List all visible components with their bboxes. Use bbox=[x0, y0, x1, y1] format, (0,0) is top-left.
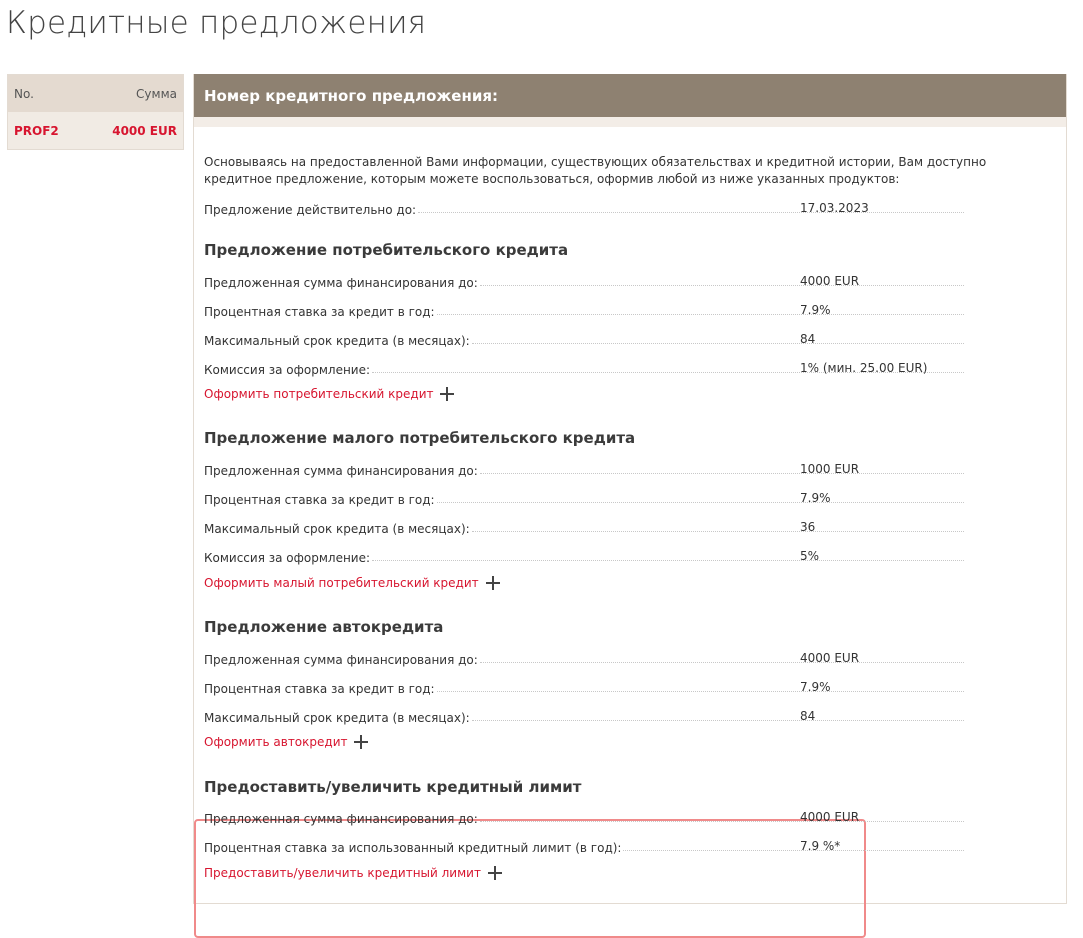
consumer-row: Комиссия за оформление: 1% (мин. 25.00 EUR) bbox=[204, 359, 964, 377]
plus-icon bbox=[488, 866, 502, 880]
plus-icon bbox=[354, 735, 368, 749]
small-consumer-row: Процентная ставка за кредит в год: 7.9% bbox=[204, 489, 964, 507]
row-value: 17.03.2023 bbox=[800, 201, 869, 215]
valid-until-row bbox=[204, 199, 964, 217]
plus-icon bbox=[486, 576, 500, 590]
consumer-credit-title: Предложение потребительского кредита bbox=[204, 241, 569, 259]
auto-row: Предложенная сумма финансирования до: 4000 EUR bbox=[204, 649, 964, 667]
apply-credit-limit-link[interactable]: Предоставить/увеличить кредитный лимит bbox=[204, 866, 502, 880]
row-label: Предложение действительно до: bbox=[204, 203, 417, 217]
offer-details-panel bbox=[193, 74, 1067, 904]
offer-amount: 4000 EUR bbox=[112, 123, 177, 138]
credit-limit-row: Процентная ставка за использованный кредитный лимит (в год): 7.9 %* bbox=[204, 837, 964, 855]
consumer-row: Максимальный срок кредита (в месяцах): 84 bbox=[204, 330, 964, 348]
plus-icon bbox=[440, 387, 454, 401]
auto-row: Максимальный срок кредита (в месяцах): 84 bbox=[204, 707, 964, 725]
offer-code: PROF2 bbox=[14, 123, 59, 138]
credit-limit-row: Предложенная сумма финансирования до: 4000 EUR bbox=[204, 808, 964, 826]
intro-text: Основываясь на предоставленной Вами информации, существующих обязательствах и кредитной истории, Вам доступно кредитное предложение, которым можете воспользоваться, оформив любой из ниже указанных продуктов: bbox=[204, 155, 987, 186]
apply-small-consumer-credit-link[interactable]: Оформить малый потребительский кредит bbox=[204, 576, 500, 590]
credit-limit-title: Предоставить/увеличить кредитный лимит bbox=[204, 778, 582, 796]
page-title: Кредитные предложения bbox=[6, 5, 427, 41]
small-consumer-row: Максимальный срок кредита (в месяцах): 36 bbox=[204, 518, 964, 536]
consumer-row: Предложенная сумма финансирования до: 4000 EUR bbox=[204, 272, 964, 290]
apply-auto-credit-link[interactable]: Оформить автокредит bbox=[204, 735, 368, 749]
auto-credit-title: Предложение автокредита bbox=[204, 618, 444, 636]
panel-divider-band bbox=[194, 117, 1066, 127]
column-header-no: No. bbox=[14, 86, 34, 101]
small-consumer-credit-title: Предложение малого потребительского кредита bbox=[204, 429, 636, 447]
offer-list-header bbox=[8, 75, 183, 112]
small-consumer-row: Предложенная сумма финансирования до: 1000 EUR bbox=[204, 460, 964, 478]
apply-consumer-credit-link[interactable]: Оформить потребительский кредит bbox=[204, 387, 454, 401]
offer-list-item[interactable] bbox=[8, 112, 183, 149]
auto-row: Процентная ставка за кредит в год: 7.9% bbox=[204, 678, 964, 696]
small-consumer-row: Комиссия за оформление: 5% bbox=[204, 547, 964, 565]
offer-list bbox=[7, 74, 184, 150]
panel-header: Номер кредитного предложения: bbox=[194, 74, 1066, 117]
column-header-amount: Сумма bbox=[136, 86, 177, 101]
consumer-row: Процентная ставка за кредит в год: 7.9% bbox=[204, 301, 964, 319]
